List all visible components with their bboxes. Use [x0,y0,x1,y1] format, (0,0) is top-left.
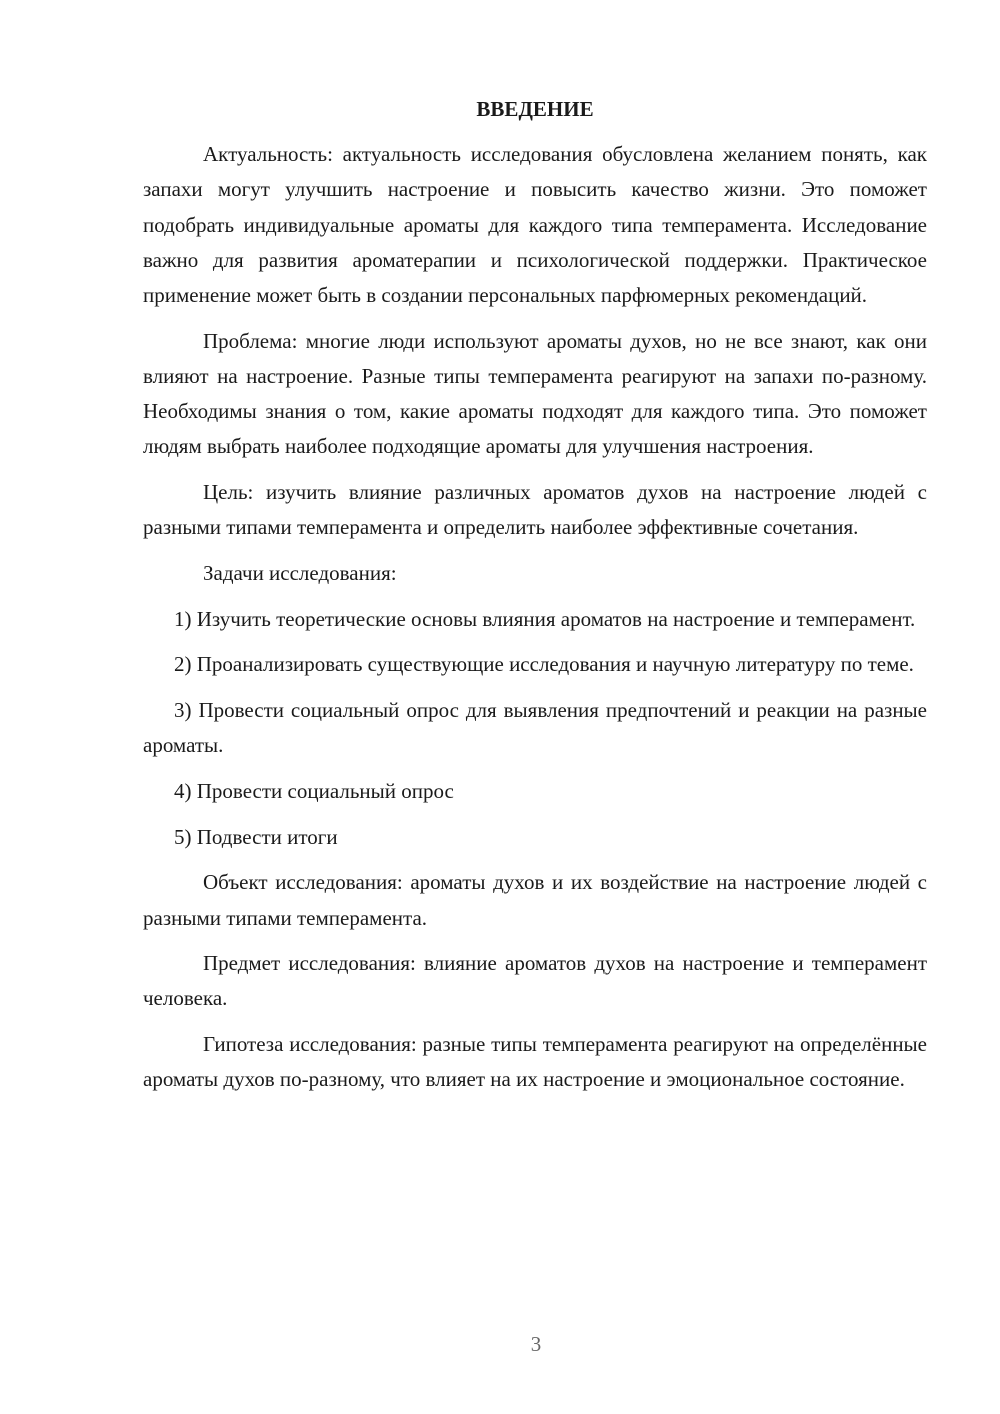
document-page [143,92,927,1108]
paragraph-hypothesis: Гипотеза исследования: разные типы темперамента реагируют на определённые ароматы духов по-разному, что влияет на их настроение и эмоциональное состояние. [143,1032,927,1092]
section-title: ВВЕДЕНИЕ [476,97,594,121]
task-item-3: 3) Провести социальный опрос для выявления предпочтений и реакции на разные ароматы. [143,698,927,758]
task-item-2: 2) Проанализировать существующие исследования и научную литературу по теме. [174,652,914,677]
paragraph-object: Объект исследования: ароматы духов и их воздействие на настроение людей с разными типами темперамента. [143,870,927,930]
paragraph-subject: Предмет исследования: влияние ароматов духов на настроение и темперамент человека. [143,951,927,1011]
paragraph-goal: Цель: изучить влияние различных ароматов духов на настроение людей с разными типами темперамента и определить наиболее эффективные сочетания. [143,480,927,540]
paragraph-relevance: Актуальность: актуальность исследования обусловлена желанием понять, как запахи могут улучшить настроение и повысить качество жизни. Это поможет подобрать индивидуальные ароматы для каждого типа темперамента. Исследование важно для развития ароматерапии и психологической поддержки. Практическое применение может быть в создании персональных парфюмерных рекомендаций. [143,142,927,308]
task-item-1: 1) Изучить теоретические основы влияния ароматов на настроение и темперамент. [174,606,916,631]
task-item-5: 5) Подвести итоги [174,824,338,849]
paragraph-problem: Проблема: многие люди используют ароматы духов, но не все знают, как они влияют на настроение. Разные типы темперамента реагируют на запахи по-разному. Необходимы знания о том, какие ароматы подходят для каждого типа. Это поможет людям выбрать наиболее подходящие ароматы для улучшения настроения. [143,328,927,459]
page-number: 3 [530,1332,542,1356]
tasks-heading: Задачи исследования: [203,560,397,585]
task-item-4: 4) Провести социальный опрос [174,778,454,803]
